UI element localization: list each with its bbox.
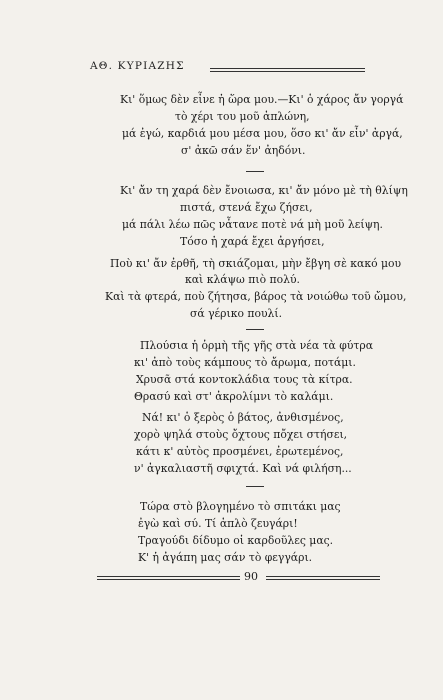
- footer-rule: [266, 576, 380, 577]
- verse-line: Τώρα στὸ βλογημένο τὸ σπιτάκι μας: [140, 500, 341, 513]
- verse-line: τὸ χέρι του μοῦ ἁπλώνη,: [175, 110, 310, 123]
- verse-line: καὶ κλάψω πιὸ πολύ.: [185, 273, 300, 286]
- verse-line: Τραγούδι δίδυμο οἱ καρδοῦλες μας.: [138, 534, 334, 547]
- verse-line: χορὸ ψηλά στοὺς ὄχτους πὄχει στήσει,: [134, 428, 348, 441]
- stanza-separator: [246, 171, 264, 172]
- verse-line: Κι' ἄν τη χαρά δὲν ἔνοιωσα, κι' ἄν μόνο μὲ τὴ θλίψη: [120, 184, 408, 197]
- page-number: 90: [244, 570, 258, 583]
- verse-line: μά πάλι λέω πῶς νἆτανε ποτὲ νά μὴ μοῦ λείψη.: [122, 218, 383, 231]
- page-footer: [0, 570, 443, 586]
- verse-line: ν' ἀγκαλιαστῆ σφιχτά. Καὶ νά φιλήση...: [134, 462, 352, 475]
- verse-line: Καὶ τὰ φτερά, ποὺ ζήτησα, βάρος τὰ νοιώθω τοῦ ὤμου,: [105, 290, 407, 303]
- stanza-separator: [246, 486, 264, 487]
- header-rule: [210, 68, 365, 69]
- verse-line: μά ἐγώ, καρδιά μου μέσα μου, ὅσο κι' ἄν εἶν' ἀργά,: [122, 127, 403, 140]
- header-rule: [210, 71, 365, 72]
- verse-line: Θρασύ καὶ στ' ἀκρολίμνι τὸ καλάμι.: [134, 390, 334, 403]
- verse-line: κάτι κ' αὐτὸς προσμένει, ἐρωτεμένος,: [136, 445, 344, 458]
- running-header: [0, 60, 443, 80]
- verse-line: σά γέρικο πουλί.: [190, 307, 283, 320]
- verse-line: κι' ἀπὸ τοὺς κάμπους τὸ ἄρωμα, ποτάμι.: [134, 356, 356, 369]
- verse-line: Πλούσια ἡ ὁρμὴ τῆς γῆς στὰ νέα τὰ φύτρα: [140, 339, 374, 352]
- verse-line: ἐγὼ καὶ σύ. Τί ἁπλὸ ζευγάρι!: [138, 517, 298, 530]
- verse-line: Χρυσᾶ στά κοντοκλάδια τους τὰ κίτρα.: [136, 373, 353, 386]
- stanza-separator: [246, 329, 264, 330]
- footer-rule: [97, 576, 240, 577]
- footer-rule: [266, 579, 380, 580]
- verse-line: πιστά, στενά ἔχω ζήσει,: [180, 201, 313, 214]
- verse-line: σ' ἀκῶ σάν ἕν' ἀηδόνι.: [181, 144, 306, 157]
- verse-line: Κι' ὅμως δὲν εἶνε ἡ ὥρα μου.—Κι' ὁ χάρος ἄν γοργά: [120, 93, 404, 106]
- verse-line: Τόσο ἡ χαρά ἔχει ἀργήσει,: [180, 235, 325, 248]
- verse-line: Ποὺ κι' ἄν ἐρθῆ, τὴ σκιάζομαι, μὴν ἔβγη σὲ κακό μου: [110, 257, 402, 270]
- verse-line: Νά! κι' ὁ ξερὸς ὁ βάτος, ἀνθισμένος,: [142, 411, 344, 424]
- author-name: ΑΘ. ΚΥΡΙΑΖΗΣ: [90, 60, 185, 72]
- footer-rule: [97, 579, 240, 580]
- verse-line: Κ' ἡ ἀγάπη μας σάν τὸ φεγγάρι.: [138, 551, 313, 564]
